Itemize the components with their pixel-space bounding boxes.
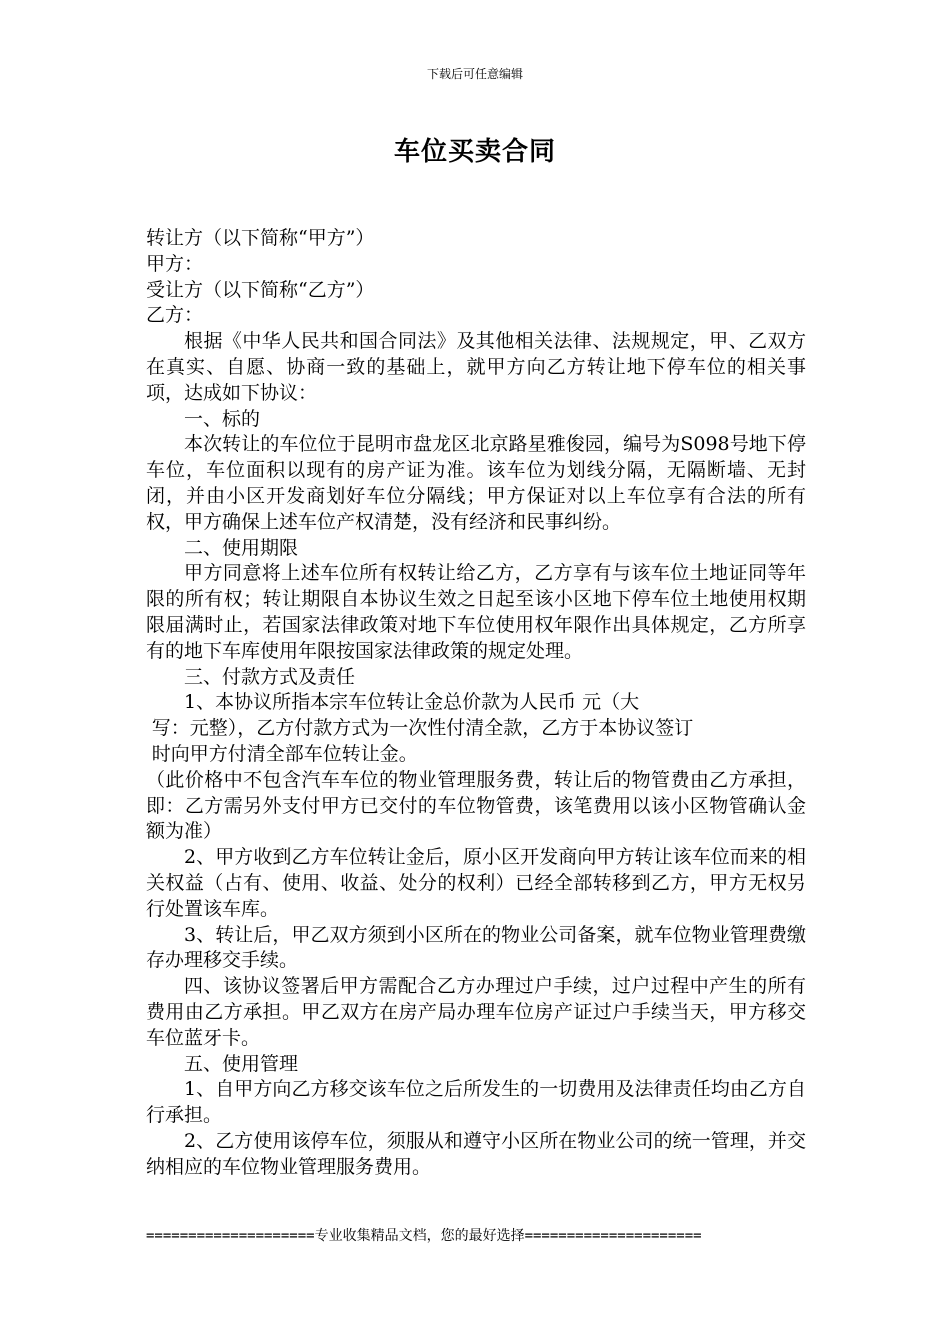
section-3-item-1-line-3: 时向甲方付清全部车位转让金。 [151, 742, 418, 765]
section-5-item-1: 1、自甲方向乙方移交该车位之后所发生的一切费用及法律责任均由乙方自行承担。 [146, 1078, 806, 1127]
document-title: 车位买卖合同 [393, 137, 556, 167]
section-3-item-3: 3、转让后，甲乙双方须到小区所在的物业公司备案，就车位物业管理费缴存办理移交手续。 [146, 923, 806, 972]
section-1-paragraph: 本次转让的车位位于昆明市盘龙区北京路星雅俊园，编号为S098号地下停车位，车位面积以现有的房产证为准。该车位为划线分隔，无隔断墙、无封闭，并由小区开发商划好车位分隔线；甲方保证对以上车位享有合法的所有权，甲方确保上述车位产权清楚，没有经济和民事纠纷。 [146, 433, 806, 533]
footer-banner: ====================专业收集精品文档，您的最好选择===================== [146, 1228, 702, 1244]
section-3-item-1-line-1: 1、本协议所指本宗车位转让金总价款为人民币 元（大 [184, 691, 640, 714]
section-3-heading: 三、付款方式及责任 [184, 665, 356, 688]
section-2-paragraph: 甲方同意将上述车位所有权转让给乙方，乙方享有与该车位土地证同等年限的所有权；转让期限自本协议生效之日起至该小区地下停车位土地使用权期限届满时止，若国家法律政策对地下车位使用权年限作出具体规定，乙方所享有的地下车库使用年限按国家法律政策的规定处理。 [146, 562, 806, 662]
section-3-item-2: 2、甲方收到乙方车位转让金后，原小区开发商向甲方转让该车位而来的相关权益（占有、使用、收益、处分的权利）已经全部转移到乙方，甲方无权另行处置该车库。 [146, 846, 806, 920]
party-b-field: 乙方： [146, 304, 204, 327]
preamble-paragraph: 根据《中华人民共和国合同法》及其他相关法律、法规规定，甲、乙双方在真实、自愿、协商一致的基础上，就甲方向乙方转让地下停车位的相关事项，达成如下协议： [146, 330, 806, 404]
section-5-item-2: 2、乙方使用该停车位，须服从和遵守小区所在物业公司的统一管理，并交纳相应的车位物业管理服务费用。 [146, 1129, 806, 1178]
contract-body [146, 226, 806, 1180]
transferee-label: 受让方（以下简称“乙方”） [146, 278, 375, 301]
transferor-label: 转让方（以下简称“甲方”） [146, 227, 375, 249]
party-a-field: 甲方： [146, 252, 204, 275]
section-3-note-paragraph: （此价格中不包含汽车车位的物业管理服务费，转让后的物管费由乙方承担，即：乙方需另外支付甲方已交付的车位物管费，该笔费用以该小区物管确认金额为准） [146, 768, 806, 843]
section-5-heading: 五、使用管理 [184, 1052, 299, 1075]
section-1-heading: 一、标的 [184, 407, 261, 430]
header-note: 下载后可任意编辑 [426, 67, 523, 81]
section-3-item-1-line-2: 写：元整），乙方付款方式为一次性付清全款，乙方于本协议签订 [151, 717, 694, 740]
section-4-paragraph: 四、该协议签署后甲方需配合乙方办理过户手续，过户过程中产生的所有费用由乙方承担。甲乙双方在房产局办理车位房产证过户手续当天，甲方移交车位蓝牙卡。 [146, 975, 806, 1049]
section-2-heading: 二、使用期限 [184, 536, 299, 559]
